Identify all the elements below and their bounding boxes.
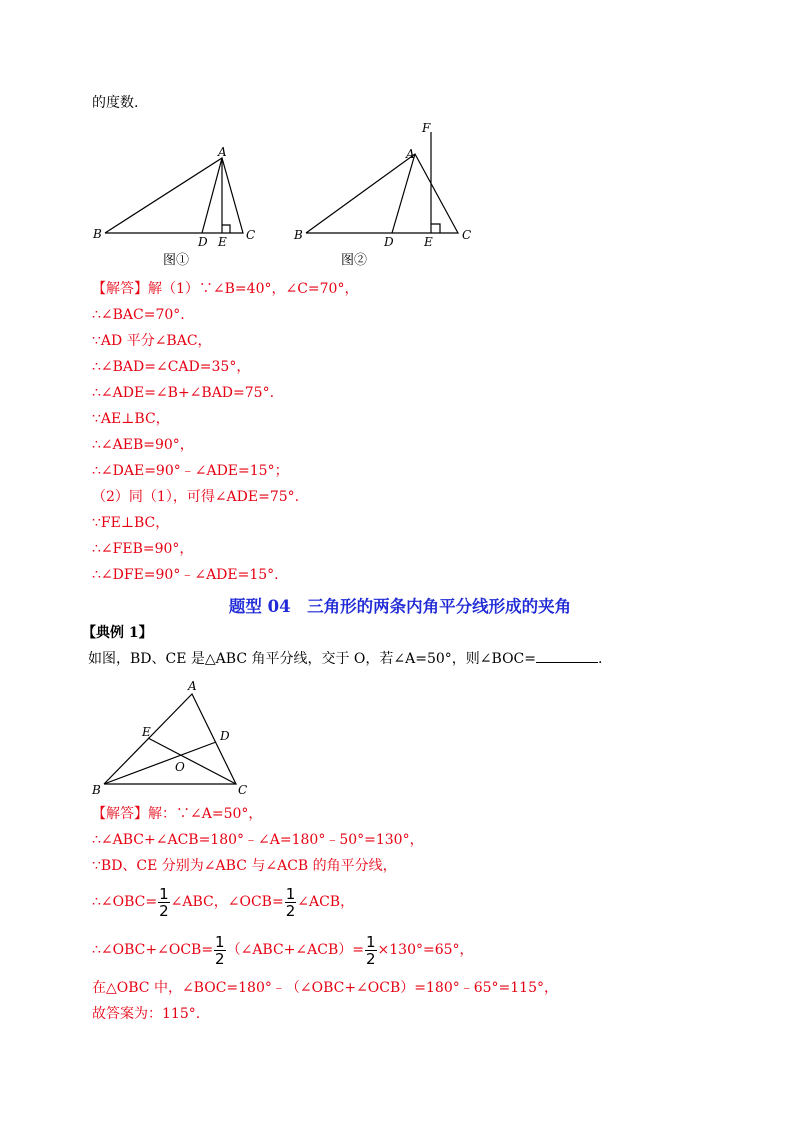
fig2-right-angle [431, 224, 440, 233]
solution1-line-6: ∵AE⊥BC， [92, 411, 170, 427]
fig2-bisector-ad [392, 154, 415, 233]
triangle-figures-1-2 [88, 118, 488, 273]
fig3-bisector-ce [148, 738, 236, 784]
solution2-line-1: 【解答】解：∵∠A=50°， [92, 806, 263, 822]
fig3-label-o: O [175, 760, 185, 774]
answer-tag-2: 【解答】 [92, 806, 148, 822]
fig3-label-a: A [188, 679, 197, 693]
fig2-caption: 图② [341, 253, 368, 268]
fig1-label-b: B [93, 227, 102, 241]
fig2-label-a: A [406, 147, 415, 161]
solution1-line-12: ∴∠DFE=90°﹣∠ADE=15°. [92, 567, 279, 583]
solution1-line-5: ∴∠ADE=∠B+∠BAD=75°. [92, 385, 275, 401]
fraction-half: $\frac{1}{2}$ [366, 932, 376, 968]
fig2-label-e: E [424, 235, 433, 249]
solution1-line-11: ∴∠FEB=90°， [92, 541, 194, 557]
fig1-caption: 图① [163, 253, 190, 268]
fraction-half: $\frac{1}{2}$ [159, 884, 169, 920]
intro-text: 的度数. [92, 95, 139, 111]
section-heading: 题型 04 三角形的两条内角平分线形成的夹角 [228, 597, 572, 616]
solution1-line-10: ∵FE⊥BC， [92, 515, 170, 531]
fig3-label-c: C [238, 783, 248, 797]
fig1-label-c: C [246, 228, 256, 242]
fig2-label-b: B [294, 228, 303, 242]
solution1-line-2: ∴∠BAC=70°. [92, 307, 185, 323]
fig1-label-d: D [198, 235, 208, 249]
answer-tag: 【解答】 [92, 281, 148, 297]
solution1-line-4: ∴∠BAD=∠CAD=35°， [92, 359, 251, 375]
solution2-line-2: ∴∠ABC+∠ACB=180°﹣∠A=180°﹣50°=130°， [92, 832, 424, 848]
example-label: 【典例 1】 [82, 625, 153, 641]
fig3-bisector-bd [104, 742, 216, 784]
question-text: 如图，BD、CE 是△ABC 角平分线，交于 O，若∠A=50°，则∠BOC= . [88, 651, 603, 667]
fraction-half: $\frac{1}{2}$ [285, 884, 296, 920]
solution1-line-7: ∴∠AEB=90°， [92, 437, 194, 453]
solution1-line-3: ∵AD 平分∠BAC， [92, 333, 212, 349]
solution2-line-4: ∴∠OBC= $\frac{1}{2}$ ∠ABC，∠OCB= $\frac{1}{2}$ ∠ACB， [92, 884, 355, 920]
fig2-label-f: F [422, 121, 431, 135]
fig2-label-c: C [462, 228, 472, 242]
fig3-triangle [104, 694, 236, 784]
solution2-line-3: ∵BD、CE 分别为∠ABC 与∠ACB 的角平分线， [92, 858, 397, 874]
fig1-label-a: A [218, 145, 227, 159]
solution1-line-1: 【解答】解（1）∵∠B=40°，∠C=70°， [92, 281, 359, 297]
triangle-figure-3 [88, 676, 258, 800]
fig2-label-d: D [384, 235, 394, 249]
answer-blank [536, 650, 598, 663]
solution1-line-8: ∴∠DAE=90°﹣∠ADE=15°； [92, 463, 289, 479]
solution2-line-6: 在△OBC 中，∠BOC=180°﹣（∠OBC+∠OCB）=180°﹣65°=115°， [92, 980, 558, 996]
fig3-label-d: D [220, 729, 230, 743]
fig2-triangle [306, 154, 458, 233]
solution2-line-5: ∴∠OBC+∠OCB= $\frac{1}{2}$ （∠ABC+∠ACB）= $\frac{1}{2}$ ×130°=65°， [92, 932, 474, 968]
fraction-half: $\frac{1}{2}$ [215, 932, 225, 968]
fig1-label-e: E [218, 235, 227, 249]
solution1-line-9: （2）同（1），可得∠ADE=75°. [92, 489, 300, 505]
fig3-label-e: E [142, 725, 151, 739]
fig3-label-b: B [92, 783, 101, 797]
fig1-right-angle [222, 225, 230, 233]
solution2-line-7: 故答案为：115°. [92, 1006, 201, 1022]
